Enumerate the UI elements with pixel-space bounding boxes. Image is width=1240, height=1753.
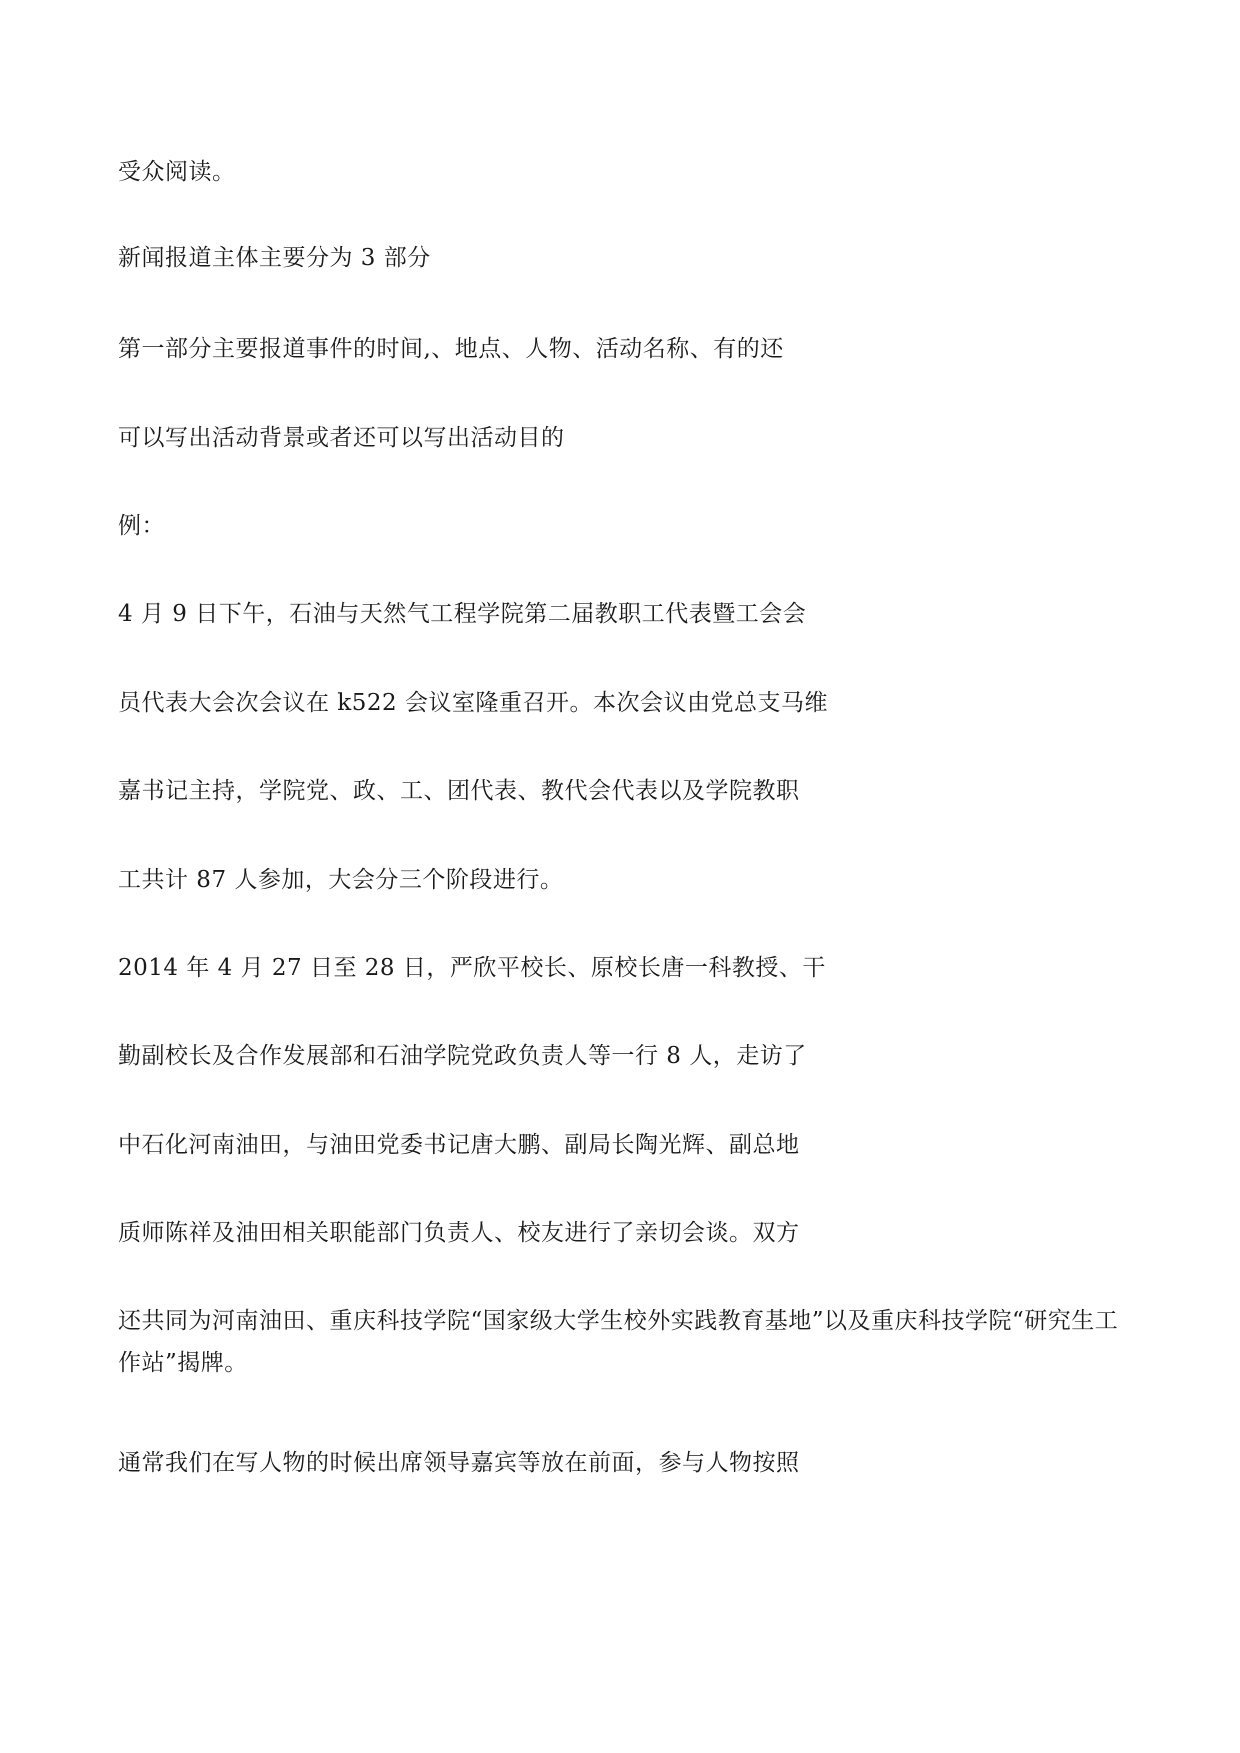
- text-line: 中石化河南油田，与油田党委书记唐大鹏、副局长陶光辉、副总地: [118, 1132, 800, 1158]
- text-line: 员代表大会次会议在 k522 会议室隆重召开。本次会议由党总支马维: [118, 690, 828, 716]
- text-line: 第一部分主要报道事件的时间,、地点、人物、活动名称、有的还: [118, 336, 784, 362]
- text-line: 4 月 9 日下午，石油与天然气工程学院第二届教职工代表暨工会会: [118, 601, 807, 627]
- text-paragraph: 还共同为河南油田、重庆科技学院“国家级大学生校外实践教育基地”以及重庆科技学院“研究生工作站”揭牌。: [118, 1308, 1119, 1376]
- text-line: 勤副校长及合作发展部和石油学院党政负责人等一行 8 人，走访了: [118, 1043, 807, 1069]
- text-line: 嘉书记主持，学院党、政、工、团代表、教代会代表以及学院教职: [118, 778, 800, 804]
- text-line: 2014 年 4 月 27 日至 28 日，严欣平校长、原校长唐一科教授、干: [118, 955, 826, 981]
- text-line: 工共计 87 人参加，大会分三个阶段进行。: [118, 867, 564, 893]
- text-line: 新闻报道主体主要分为 3 部分: [118, 245, 431, 271]
- text-line: 通常我们在写人物的时候出席领导嘉宾等放在前面，参与人物按照: [118, 1450, 800, 1476]
- text-line: 可以写出活动背景或者还可以写出活动目的: [118, 425, 565, 451]
- text-line: 质师陈祥及油田相关职能部门负责人、校友进行了亲切会谈。双方: [118, 1220, 800, 1246]
- text-line: 例：: [118, 513, 165, 539]
- text-line: 受众阅读。: [118, 159, 236, 185]
